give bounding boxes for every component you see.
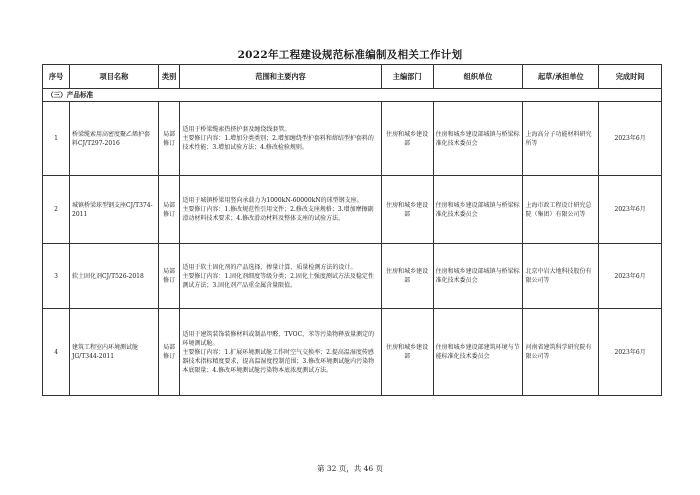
cell-project-name: 建筑工程室内环境测试舱JG/T344-2011 — [70, 309, 159, 396]
cell-undertaker: 上海高分子功能材料研究所等 — [523, 102, 599, 176]
cell-dept: 住房和城乡建设部 — [381, 309, 433, 396]
cell-no: 2 — [43, 176, 70, 244]
cell-dept: 住房和城乡建设部 — [381, 176, 433, 244]
cell-scope — [180, 176, 381, 244]
header-project-name: 项目名称 — [70, 65, 159, 89]
scope-line: 适用于建筑装饰装修材料或制品甲醛、TVOC、苯等污染物释放量测定的环境测试舱。 — [182, 330, 375, 347]
header-scope: 范围和主要内容 — [180, 65, 381, 89]
cell-undertaker: 上海市政工程设计研究总院（集团）有限公司等 — [523, 176, 599, 244]
header-time: 完成时间 — [599, 65, 662, 89]
cell-time: 2023年6月 — [599, 244, 662, 309]
cell-no: 3 — [43, 244, 70, 309]
cell-scope — [180, 102, 381, 176]
cell-project-name: 城镇桥梁球型钢支座CJ/T374-2011 — [70, 176, 159, 244]
page-title: 2022年工程建设规范标准编制及相关工作计划 — [237, 49, 463, 61]
scope-line: 主要修订内容：1.扩展环境测试舱工作时空气交换率；2.提高温湿度传感器技术指标精度要求，提高温湿度控制范围；3.修改环境测试舱内污染物本底限量；4.修改环境测试舱污染物本底浓度测试方法。 — [182, 348, 375, 374]
section-row — [43, 89, 662, 102]
header-no: 序号 — [43, 65, 70, 89]
cell-project-name: 桥梁缆索用高密度聚乙烯护套料CJ/T297-2016 — [70, 102, 159, 176]
table-row — [43, 244, 662, 309]
cell-no: 1 — [43, 102, 70, 176]
cell-undertaker: 北京中岩大地科技股份有限公司等 — [523, 244, 599, 309]
cell-no: 4 — [43, 309, 70, 396]
scope-line: 主要修订内容：1.增加分类类别；2.增加缠绕型护套料和熔结型护套料的技术性能；3.增加试验方法；4.修改检验规则。 — [182, 135, 374, 151]
table-row — [43, 309, 662, 396]
cell-dept: 住房和城乡建设部 — [381, 244, 433, 309]
cell-dept: 住房和城乡建设部 — [381, 102, 433, 176]
scope-line: 适用于软土固化剂的产品选择、掺量计算、质量检测方法的设计。 — [182, 263, 357, 271]
cell-time: 2023年6月 — [599, 102, 662, 176]
cell-org: 住房和城乡建设部建筑环境与节能标准化技术委员会 — [433, 309, 523, 396]
scope-line: 主要修订内容：1.固化剂细度等级分类；2.固化土强度测试方法及稳定性测试方法；3.固化剂产品重金属含量限值。 — [182, 272, 374, 289]
scope-line: 适用于桥梁缆索热挤护套及缠绕线套管。 — [182, 126, 291, 133]
page-footer — [0, 463, 700, 474]
cell-org: 住房和城乡建设部城镇与桥梁标准化技术委员会 — [433, 176, 523, 244]
header-category: 类别 — [158, 65, 180, 89]
header-dept: 主编部门 — [381, 65, 433, 89]
table-row — [43, 176, 662, 244]
cell-time: 2023年6月 — [599, 309, 662, 396]
cell-org: 住房和城乡建设部城镇与桥梁标准化技术委员会 — [433, 102, 523, 176]
cell-scope — [180, 309, 381, 396]
cell-project-name: 软土固化剂CJ/T526-2018 — [70, 244, 159, 309]
scope-line: 适用于城镇桥梁用竖向承载力为1000kN-60000kN的球型钢支座。 — [182, 197, 363, 204]
table-row — [43, 102, 662, 176]
section-label: （三）产品标准 — [43, 89, 662, 102]
header-org: 组织单位 — [433, 65, 523, 89]
work-plan-table — [42, 64, 662, 396]
header-undertaker: 起草/承担单位 — [523, 65, 599, 89]
table-header-row — [43, 65, 662, 89]
scope-line: 主要修订内容：1.修改规范性引用文件；2.修改支座规格；3.增加摩擦副滑动材料技术要求；4.修改滑动材料及整体支座的试验方法。 — [182, 206, 374, 222]
cell-category: 局部修订 — [158, 102, 180, 176]
cell-category: 局部修订 — [158, 244, 180, 309]
page-number: 第 32 页，共 46 页 — [316, 464, 384, 473]
cell-scope — [180, 244, 381, 309]
cell-category: 局部修订 — [158, 176, 180, 244]
cell-category: 局部修订 — [158, 309, 180, 396]
cell-time: 2023年6月 — [599, 176, 662, 244]
cell-undertaker: 河南省建筑科学研究院有限公司等 — [523, 309, 599, 396]
cell-org: 住房和城乡建设部城镇与桥梁标准化技术委员会 — [433, 244, 523, 309]
